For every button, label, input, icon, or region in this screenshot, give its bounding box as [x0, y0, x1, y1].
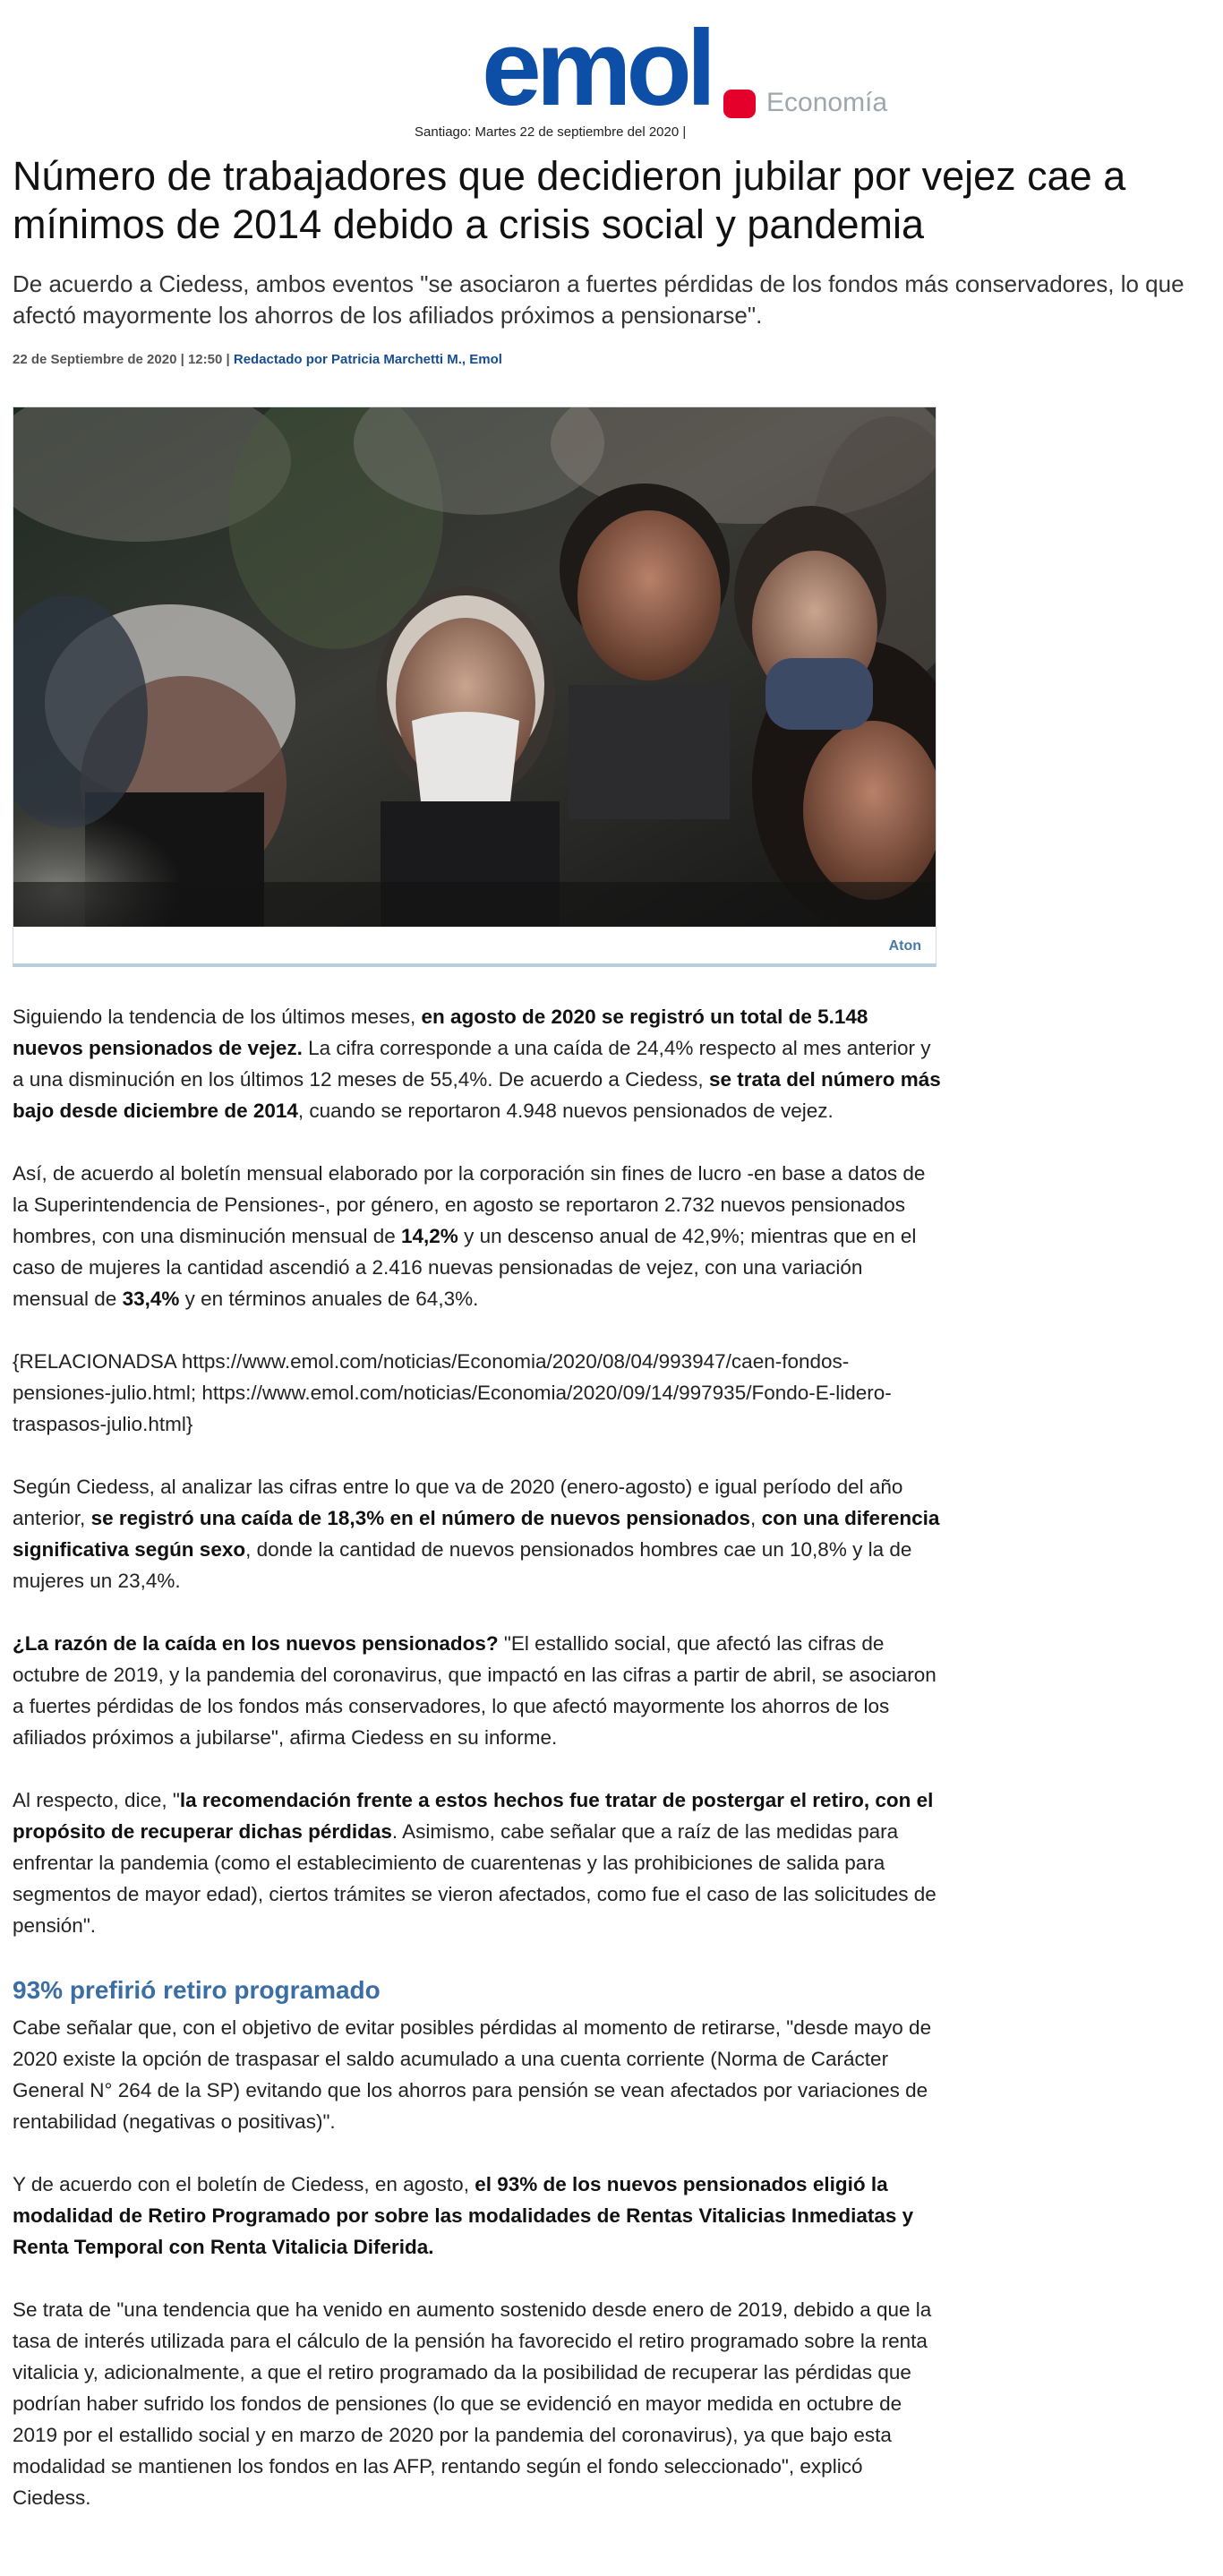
p1-text-a: Siguiendo la tendencia de los últimos meses,: [13, 1006, 422, 1028]
article-photo-figure: [13, 407, 936, 967]
body-paragraph-5: [13, 1628, 944, 1753]
section-label[interactable]: Economía: [766, 88, 888, 117]
article-lead: De acuerdo a Ciedess, ambos eventos "se asociaron a fuertes pérdidas de los fondos más conservadores, lo que afectó mayormente los ahorros de los afiliados próximos a pensionarse".: [13, 270, 1185, 329]
related-links-tag: {RELACIONADSA https://www.emol.com/noticias/Economia/2020/08/04/993947/caen-fondos-pensiones-julio.html; https://www.emol.com/noticias/Economia/2020/09/14/997935/Fondo-E-lidero-traspasos-julio.html}: [13, 1350, 892, 1435]
crowd-photo-illustration: [13, 407, 936, 927]
p2-bold-b: 14,2%: [401, 1225, 458, 1247]
article-photo[interactable]: [13, 407, 936, 927]
p8-text-a: Y de acuerdo con el boletín de Ciedess, en agosto,: [13, 2173, 475, 2195]
p4-text-a: Según Ciedess, al analizar las cifras entre lo que va de 2020 (enero-agosto) e igual período del año anterior,: [13, 1476, 903, 1529]
p2-text-e: y en términos anuales de 64,3%.: [179, 1288, 479, 1310]
p6-bold-b: la recomendación frente a estos hechos fue tratar de postergar el retiro, con el propósito de recuperar dichas pérdidas: [13, 1789, 934, 1843]
p4-bold-d: con una diferencia significativa según sexo: [13, 1507, 940, 1561]
p4-text-e: , donde la cantidad de nuevos pensionados hombres cae un 10,8% y la de mujeres un 23,4%.: [13, 1538, 912, 1592]
logo-wordmark: emol: [482, 8, 712, 128]
section-subheading: 93% prefirió retiro programado: [13, 1976, 381, 2004]
p8-bold-b: el 93% de los nuevos pensionados eligió la modalidad de Retiro Programado por sobre las modalidades de Rentas Vitalicias Inmediatas y Renta Temporal con Renta Vitalicia Diferida.: [13, 2173, 914, 2258]
p1-text-c: La cifra corresponde a una caída de 24,4% respecto al mes anterior y a una disminución en los últimos 12 meses de 55,4%. De acuerdo a Ciedess,: [13, 1037, 931, 1091]
p6-text-a: Al respecto, dice, ": [13, 1789, 180, 1811]
emol-logo[interactable]: [482, 8, 759, 134]
body-paragraph-4: [13, 1471, 944, 1596]
logo-red-dot: [723, 90, 756, 118]
p4-text-c: ,: [750, 1507, 762, 1529]
body-paragraph-7: Cabe señalar que, con el objetivo de evitar posibles pérdidas al momento de retirarse, "desde mayo de 2020 existe la opción de traspasar el saldo acumulado a una cuenta corriente (Norma de Carácter General N° 264 de la SP) evitando que los ahorros para pensión se vean afectados por variaciones de rentabilidad (negativas o positivas)".: [13, 2016, 932, 2133]
dateline: Santiago: Martes 22 de septiembre del 2020 |: [415, 124, 687, 140]
body-paragraph-9: Se trata de "una tendencia que ha venido en aumento sostenido desde enero de 2019, debido a que la tasa de interés utilizada para el cálculo de la pensión ha favorecido el retiro programado sobre la renta vitalicia y, adicionalmente, a que el retiro programado da la posibilidad de recuperar las pérdidas que podrían haber sufrido los fondos de pensiones (lo que se evidenció en mayor medida en octubre de 2019 por el estallido social y en marzo de 2020 por la pandemia del coronavirus), ya que bajo esta modalidad se mantienen los fondos en las AFP, rentando según el fondo seleccionado", explicó Ciedess.: [13, 2298, 932, 2509]
article-meta: [13, 352, 502, 367]
body-paragraph-1: [13, 1001, 944, 1126]
p2-text-a: Así, de acuerdo al boletín mensual elaborado por la corporación sin fines de lucro -en base a datos de la Superintendencia de Pensiones-, por género, en agosto se reportaron 2.732 nuevos pensionados hombres, con una disminución mensual de: [13, 1162, 926, 1247]
article-title: Número de trabajadores que decidieron jubilar por vejez cae a mínimos de 2014 debido a crisis social y pandemia: [13, 153, 1126, 247]
article-date: 22 de Septiembre de 2020 | 12:50 |: [13, 352, 230, 367]
site-header: [0, 8, 1223, 143]
p5-bold-a: ¿La razón de la caída en los nuevos pensionados?: [13, 1632, 499, 1655]
body-paragraph-8: [13, 2169, 944, 2263]
p1-text-e: , cuando se reportaron 4.948 nuevos pensionados de vejez.: [297, 1100, 834, 1122]
p4-bold-b: se registró una caída de 18,3% en el número de nuevos pensionados: [90, 1507, 751, 1529]
p6-text-c: . Asimismo, cabe señalar que a raíz de las medidas para enfrentar la pandemia (como el establecimiento de cuarentenas y las prohibiciones de salida para segmentos de mayor edad), ciertos trámites se vieron afectados, como fue el caso de las solicitudes de pensión".: [13, 1820, 936, 1937]
p1-bold-d: se trata del número más bajo desde diciembre de 2014: [13, 1068, 941, 1122]
photo-credit: Aton: [888, 938, 921, 954]
p2-text-c: y un descenso anual de 42,9%; mientras que en el caso de mujeres la cantidad ascendió a 2.416 nuevas pensionadas de vejez, con una variación mensual de: [13, 1225, 917, 1310]
p1-bold-b: en agosto de 2020 se registró un total de 5.148 nuevos pensionados de vejez.: [13, 1006, 868, 1059]
body-paragraph-6: [13, 1784, 944, 1941]
article-body: [13, 1001, 944, 2545]
p5-text-b: "El estallido social, que afectó las cifras de octubre de 2019, y la pandemia del coronavirus, que impactó en las cifras a partir de abril, se asociaron a fuertes pérdidas de los fondos más conservadores, lo que afectó mayormente los ahorros de los afiliados próximos a jubilarse", afirma Ciedess en su informe.: [13, 1632, 936, 1749]
body-paragraph-2: [13, 1158, 944, 1314]
article-author[interactable]: Redactado por Patricia Marchetti M., Emol: [233, 352, 502, 367]
p2-bold-d: 33,4%: [122, 1288, 180, 1310]
